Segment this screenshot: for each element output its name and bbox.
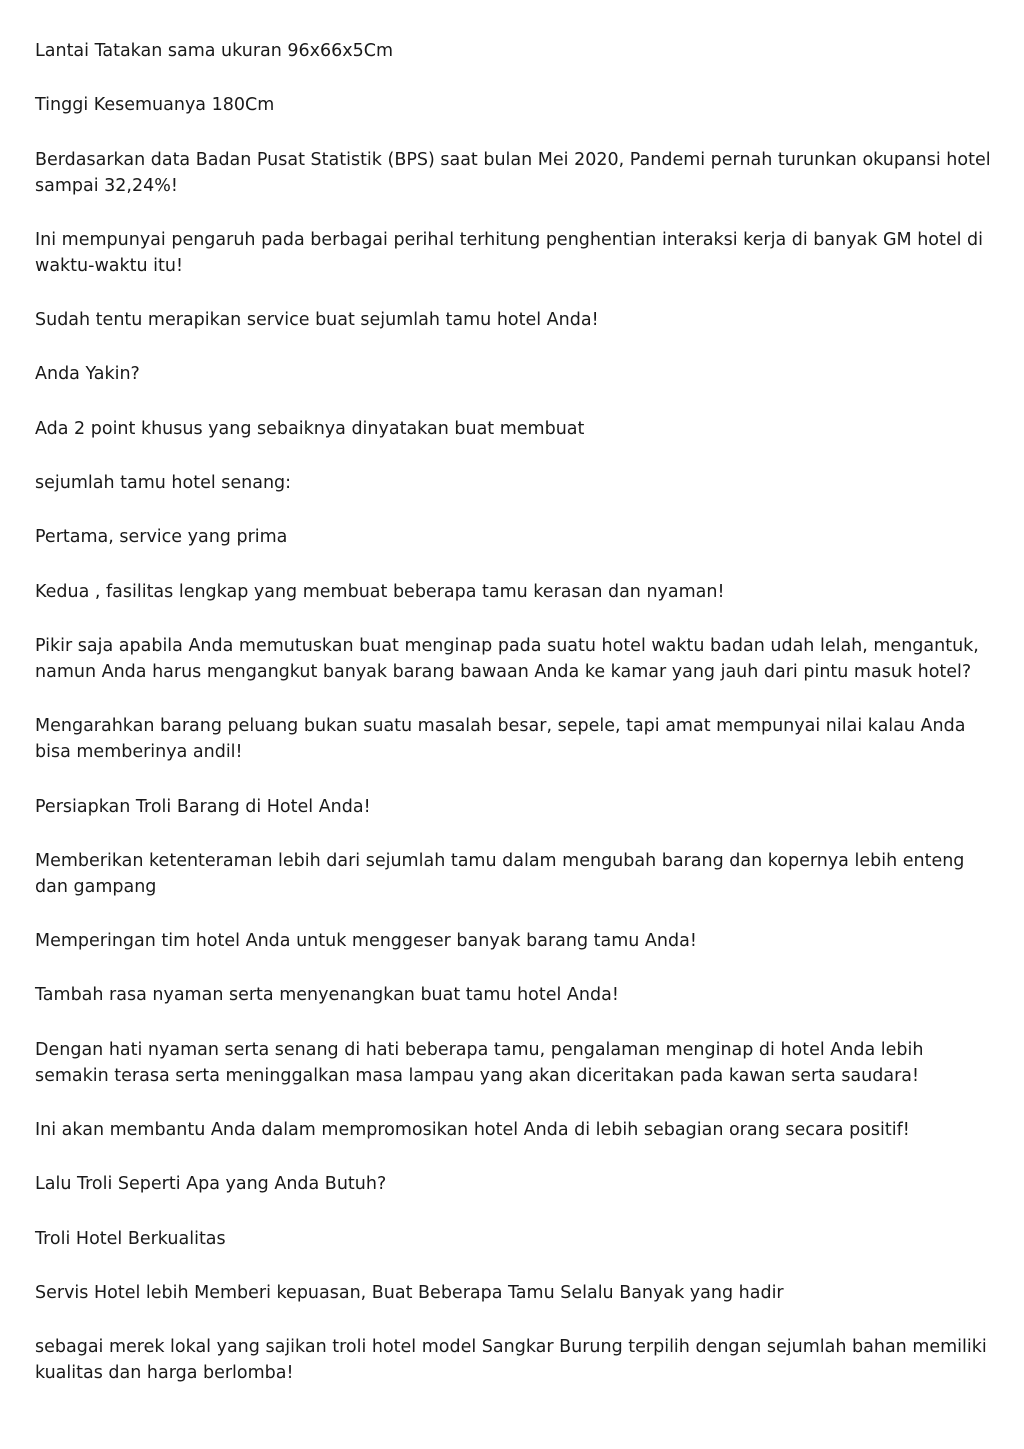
paragraph: sejumlah tamu hotel senang: bbox=[35, 473, 292, 494]
paragraph: Pertama, service yang prima bbox=[35, 527, 288, 548]
document-body bbox=[35, 38, 995, 1415]
paragraph: Kedua , fasilitas lengkap yang membuat beberapa tamu kerasan dan nyaman! bbox=[35, 581, 725, 602]
paragraph: sebagai merek lokal yang sajikan troli hotel model Sangkar Burung terpilih dengan sejumlah bahan memiliki kualitas dan harga berlomba! bbox=[35, 1337, 987, 1384]
paragraph: Ini mempunyai pengaruh pada berbagai perihal terhitung penghentian interaksi kerja di banyak GM hotel di waktu-waktu itu! bbox=[35, 229, 984, 276]
paragraph: Lalu Troli Seperti Apa yang Anda Butuh? bbox=[35, 1174, 387, 1195]
paragraph: Dengan hati nyaman serta senang di hati beberapa tamu, pengalaman menginap di hotel Anda lebih semakin terasa serta meninggalkan masa lampau yang akan diceritakan pada kawan serta saudara! bbox=[35, 1039, 924, 1086]
paragraph: Sudah tentu merapikan service buat sejumlah tamu hotel Anda! bbox=[35, 310, 599, 331]
paragraph: Lantai Tatakan sama ukuran 96x66x5Cm bbox=[35, 41, 394, 61]
paragraph: Memperingan tim hotel Anda untuk menggeser banyak barang tamu Anda! bbox=[35, 931, 697, 952]
paragraph: Mengarahkan barang peluang bukan suatu masalah besar, sepele, tapi amat mempunyai nilai kalau Anda bisa memberinya andil! bbox=[35, 716, 966, 763]
paragraph: Pikir saja apabila Anda memutuskan buat menginap pada suatu hotel waktu badan udah lelah, mengantuk, namun Anda harus mengangkut banyak barang bawaan Anda ke kamar yang jauh dari pintu masuk hotel? bbox=[35, 635, 979, 682]
paragraph: Servis Hotel lebih Memberi kepuasan, Buat Beberapa Tamu Selalu Banyak yang hadir bbox=[35, 1282, 784, 1303]
paragraph: Ada 2 point khusus yang sebaiknya dinyatakan buat membuat bbox=[35, 418, 585, 439]
paragraph: Memberikan ketenteraman lebih dari sejumlah tamu dalam mengubah barang dan kopernya lebih enteng dan gampang bbox=[35, 850, 965, 897]
paragraph: Berdasarkan data Badan Pusat Statistik (BPS) saat bulan Mei 2020, Pandemi pernah turunkan okupansi hotel sampai 32,24%! bbox=[35, 149, 991, 196]
paragraph: Ini akan membantu Anda dalam mempromosikan hotel Anda di lebih sebagian orang secara positif! bbox=[35, 1120, 910, 1141]
paragraph: Persiapkan Troli Barang di Hotel Anda! bbox=[35, 796, 371, 817]
paragraph: Tambah rasa nyaman serta menyenangkan buat tamu hotel Anda! bbox=[35, 985, 619, 1006]
paragraph: Troli Hotel Berkualitas bbox=[35, 1228, 226, 1249]
paragraph: Anda Yakin? bbox=[35, 364, 140, 385]
paragraph: Tinggi Kesemuanya 180Cm bbox=[35, 95, 275, 116]
